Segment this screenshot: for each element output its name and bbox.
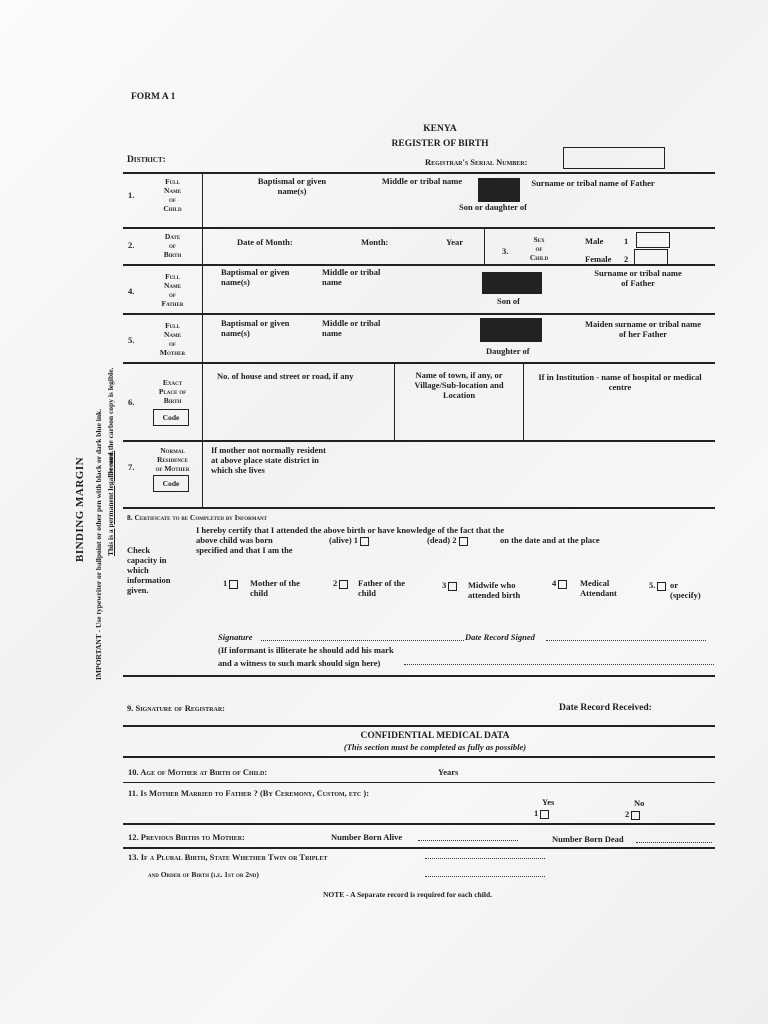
signature-line[interactable] — [261, 640, 464, 641]
maiden-label: Maiden surname or tribal name of her Father — [584, 319, 701, 339]
q12-label: 12. Previous Births to Mother: — [128, 832, 245, 842]
born-alive-line[interactable] — [418, 840, 518, 841]
yes-label: Yes — [542, 797, 555, 807]
plural-line[interactable] — [425, 858, 545, 859]
redacted-block — [480, 318, 542, 342]
born-dead-line[interactable] — [636, 842, 712, 843]
institution-label: If in Institution - name of hospital or medical centre — [538, 372, 702, 392]
serial-number-field[interactable] — [563, 147, 665, 169]
father-surname-label: Surname or tribal name of Father — [594, 268, 682, 288]
child-middle-label: Middle or tribal name — [381, 176, 463, 186]
mother-baptismal-label: Baptismal or given name(s) — [221, 318, 290, 338]
form-page: FORM A 1 KENYA REGISTER OF BIRTH District: Registrar's Serial Number: BINDING MARGIN IMPORTANT - Use typewriter or ballpoint or other pen with black or dark blue ink. This is a permanent legal record. Be sure the carbon copy is legible. 1. Full Name of Child Baptismal or given name(s) Middle or tribal name Son or daughter of Surname or tribal name of Father 2. Date of Birth Date of Month: Month: Year 3. Sex of Child Male 1 Female 2 4. Full Name of Father Baptismal or given name(s) Middle or tribal name Son of Surname or tribal name of Father 5. Full Name of Mother Baptismal or given name(s) Middle or tribal name Daughter of Maiden surname or tribal name of her Father 6. Exact Place of Birth Code No. of house and street or road, if any Name of town, if any, or Village/Sub-location and Location If in Institution - name of hospital or medical centre 7. Normal Residence of Mother Code If mother not normally resident at above place state district in which she lives 8. Certificate to be Completed by Informant I hereby certify that I attended the above birth or have knowledge of the fact that the above child was born (alive) 1 (dead) 2 on the date and at the place specified and that I am the Check capacity in which information given. 1 Mother of the child 2 Father of the child 3 Midwife who attended birth 4 Medical Attendant 5. or (specify) Signature Date Record Signed (If informant is illiterate he should add his mark and a witness to such mark should sign here) 9. Signature of Registrar: Date Record Received: CONFIDENTIAL MEDICAL DATA (This section must be completed as fully as possible) 10. Age of Mother at Birth of Child: Years 11. Is Mother Married to Father ? (By Ceremony, Custom, etc ): Yes 1 No 2 12. Previous Births to Mother: Number Born Alive Number Born Dead 13. If a Plural Birth, State Whether Twin or Triplet and Order of Birth (i.e. 1st or 2nd) NOTE - A Separate record is required for each child. — [0, 0, 768, 1024]
important-note: IMPORTANT - Use typewriter or ballpoint or other pen with black or dark blue ink. — [94, 408, 103, 680]
form-id: FORM A 1 — [131, 92, 176, 102]
place-code-box[interactable]: Code — [153, 409, 189, 426]
medical-checkbox[interactable] — [558, 580, 567, 589]
male-label: Male — [585, 236, 604, 246]
date-signed-label: Date Record Signed — [465, 632, 535, 642]
serial-label: Registrar's Serial Number: — [425, 157, 528, 167]
date-signed-line[interactable] — [546, 640, 706, 641]
month-label: Month: — [361, 237, 389, 247]
binding-margin: BINDING MARGIN — [74, 456, 86, 562]
son-daughter-label: Son or daughter of — [459, 202, 527, 212]
country: KENYA — [423, 124, 457, 134]
check-capacity: Check capacity in which information given. — [127, 545, 171, 595]
born-alive-label: Number Born Alive — [331, 832, 403, 842]
father-checkbox[interactable] — [339, 580, 348, 589]
row4-label: Full Name of Father — [161, 272, 184, 308]
sex-label: Sex of Child — [529, 235, 549, 262]
q13-order-label: and Order of Birth (i.e. 1st or 2nd) — [148, 870, 259, 879]
redacted-block — [478, 178, 520, 202]
q11-label: 11. Is Mother Married to Father ? (By Ceremony, Custom, etc ): — [128, 788, 370, 798]
date-received-label: Date Record Received: — [559, 703, 652, 713]
cert-heading: 8. Certificate to be Completed by Informant — [127, 513, 268, 522]
day-label: Date of Month: — [237, 237, 293, 247]
dead-checkbox[interactable] — [459, 537, 468, 546]
row1-label: Full Name of Child — [163, 177, 182, 213]
medical-subtitle: (This section must be completed as fully as possible) — [343, 742, 527, 752]
born-dead-label: Number Born Dead — [552, 834, 624, 844]
no-label: No — [634, 798, 645, 808]
year-label: Year — [446, 237, 463, 247]
female-box[interactable] — [634, 249, 668, 265]
medical-title: CONFIDENTIAL MEDICAL DATA — [360, 731, 510, 741]
alive-checkbox[interactable] — [360, 537, 369, 546]
father-baptismal-label: Baptismal or given name(s) — [221, 267, 290, 287]
residence-text: If mother not normally resident at above place state district in which she lives — [211, 445, 326, 475]
q10-label: 10. Age of Mother at Birth of Child: — [128, 767, 268, 777]
son-of-label: Son of — [497, 296, 520, 306]
child-surname-label: Surname or tribal name of Father — [531, 178, 655, 188]
signature-label: Signature — [218, 632, 253, 642]
married-yes-checkbox[interactable] — [540, 810, 549, 819]
page-title: REGISTER OF BIRTH — [391, 139, 489, 149]
q13-label: 13. If a Plural Birth, State Whether Twin or Triplet — [128, 852, 328, 862]
female-label: Female — [585, 254, 612, 264]
registrar-label: 9. Signature of Registrar: — [127, 703, 226, 713]
child-baptismal-label: Baptismal or given name(s) — [257, 176, 327, 196]
married-no-checkbox[interactable] — [631, 811, 640, 820]
daughter-of-label: Daughter of — [486, 346, 530, 356]
other-checkbox[interactable] — [657, 582, 666, 591]
midwife-checkbox[interactable] — [448, 582, 457, 591]
permanent-note: This is a permanent legal record. — [106, 450, 115, 556]
row2-label: Date of Birth — [163, 232, 182, 259]
row7-label: Normal Residence of Mother — [155, 446, 190, 473]
district-label: District: — [127, 155, 166, 165]
father-middle-label: Middle or tribal name — [322, 267, 381, 287]
mother-middle-label: Middle or tribal name — [322, 318, 381, 338]
residence-code-box[interactable]: Code — [153, 475, 189, 492]
carbon-note: Be sure the carbon copy is legible. — [106, 367, 115, 476]
order-line[interactable] — [425, 876, 545, 877]
house-label: No. of house and street or road, if any — [217, 371, 354, 381]
row6-label: Exact Place of Birth — [158, 378, 187, 405]
years-label: Years — [438, 767, 459, 777]
mother-checkbox[interactable] — [229, 580, 238, 589]
note: NOTE - A Separate record is required for each child. — [323, 890, 493, 899]
row5-label: Full Name of Mother — [159, 321, 186, 357]
witness-line[interactable] — [404, 664, 714, 665]
male-box[interactable] — [636, 232, 670, 248]
town-label: Name of town, if any, or Village/Sub-location and Location — [414, 370, 504, 400]
redacted-block — [482, 272, 542, 294]
